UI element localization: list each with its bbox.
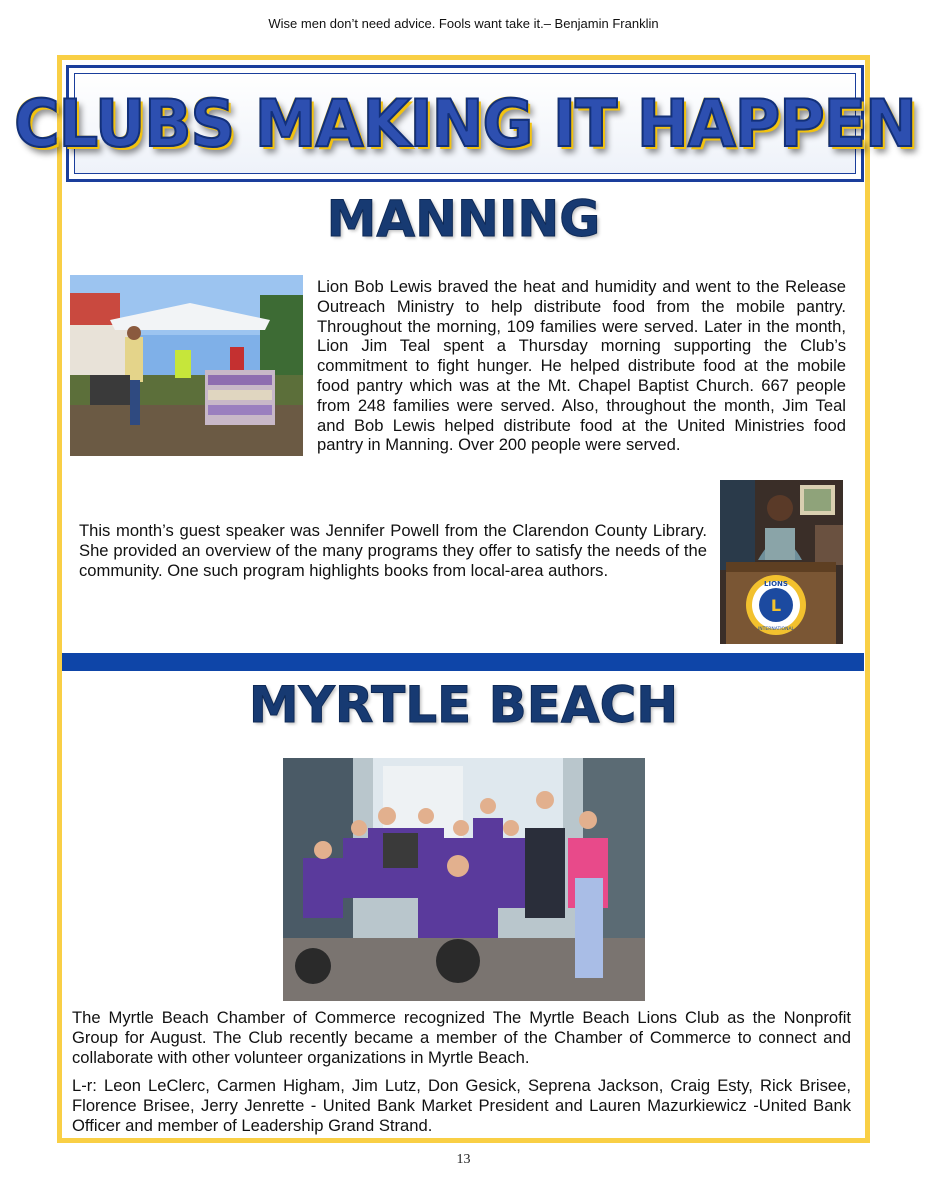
myrtle-beach-paragraph-1: The Myrtle Beach Chamber of Commerce recognized The Myrtle Beach Lions Club as the Nonprofit Group for August. The Club recently became a member of the Chamber of Commerce to connect and collaborate with other volunteer organizations in Myrtle Beach.	[72, 1008, 851, 1067]
lions-logo-text: LIONS	[764, 580, 788, 588]
section-title-myrtle-beach: MYRTLE BEACH	[248, 676, 679, 734]
banner-title: CLUBS MAKING IT HAPPEN	[14, 85, 916, 162]
group-photo	[283, 758, 645, 1001]
lions-logo-letter: L	[770, 596, 782, 615]
manning-paragraph-2: This month’s guest speaker was Jennifer Powell from the Clarendon County Library. She provided an overview of the many programs they offer to satisfy the needs of the community. One such program highlights books from local-area authors.	[79, 521, 707, 580]
banner	[14, 65, 916, 182]
guest-speaker-photo	[720, 480, 843, 644]
manning-paragraph-1: Lion Bob Lewis braved the heat and humidity and went to the Release Outreach Ministry to help distribute food from the mobile pantry. Throughout the morning, 109 families were served. Later in the month, Lion Jim Teal spent a Thursday morning supporting the Club’s commitment to fight hunger. He helped distribute food at the mobile food pantry which was at the Mt. Chapel Baptist Church. 667 people from 248 families were served. Also, throughout the month, Jim Teal and Bob Lewis helped distribute food at the United Ministries food pantry in Manning. Over 200 people were served.	[317, 277, 846, 455]
section-title-manning: MANNING	[326, 190, 601, 248]
page-number: 13	[456, 1152, 471, 1167]
section-divider	[62, 653, 864, 671]
food-pantry-photo	[70, 275, 303, 456]
lions-logo-subtext: INTERNATIONAL	[757, 627, 795, 632]
banner-inner	[14, 73, 916, 174]
myrtle-beach-caption: L-r: Leon LeClerc, Carmen Higham, Jim Lutz, Don Gesick, Seprena Jackson, Craig Esty, Rick Brisee, Florence Brisee, Jerry Jenrette - United Bank Market President and Lauren Mazurkiewicz -United Bank Officer and member of Leadership Grand Strand.	[72, 1076, 851, 1135]
header-quote: Wise men don’t need advice. Fools want take it.– Benjamin Franklin	[268, 16, 659, 31]
